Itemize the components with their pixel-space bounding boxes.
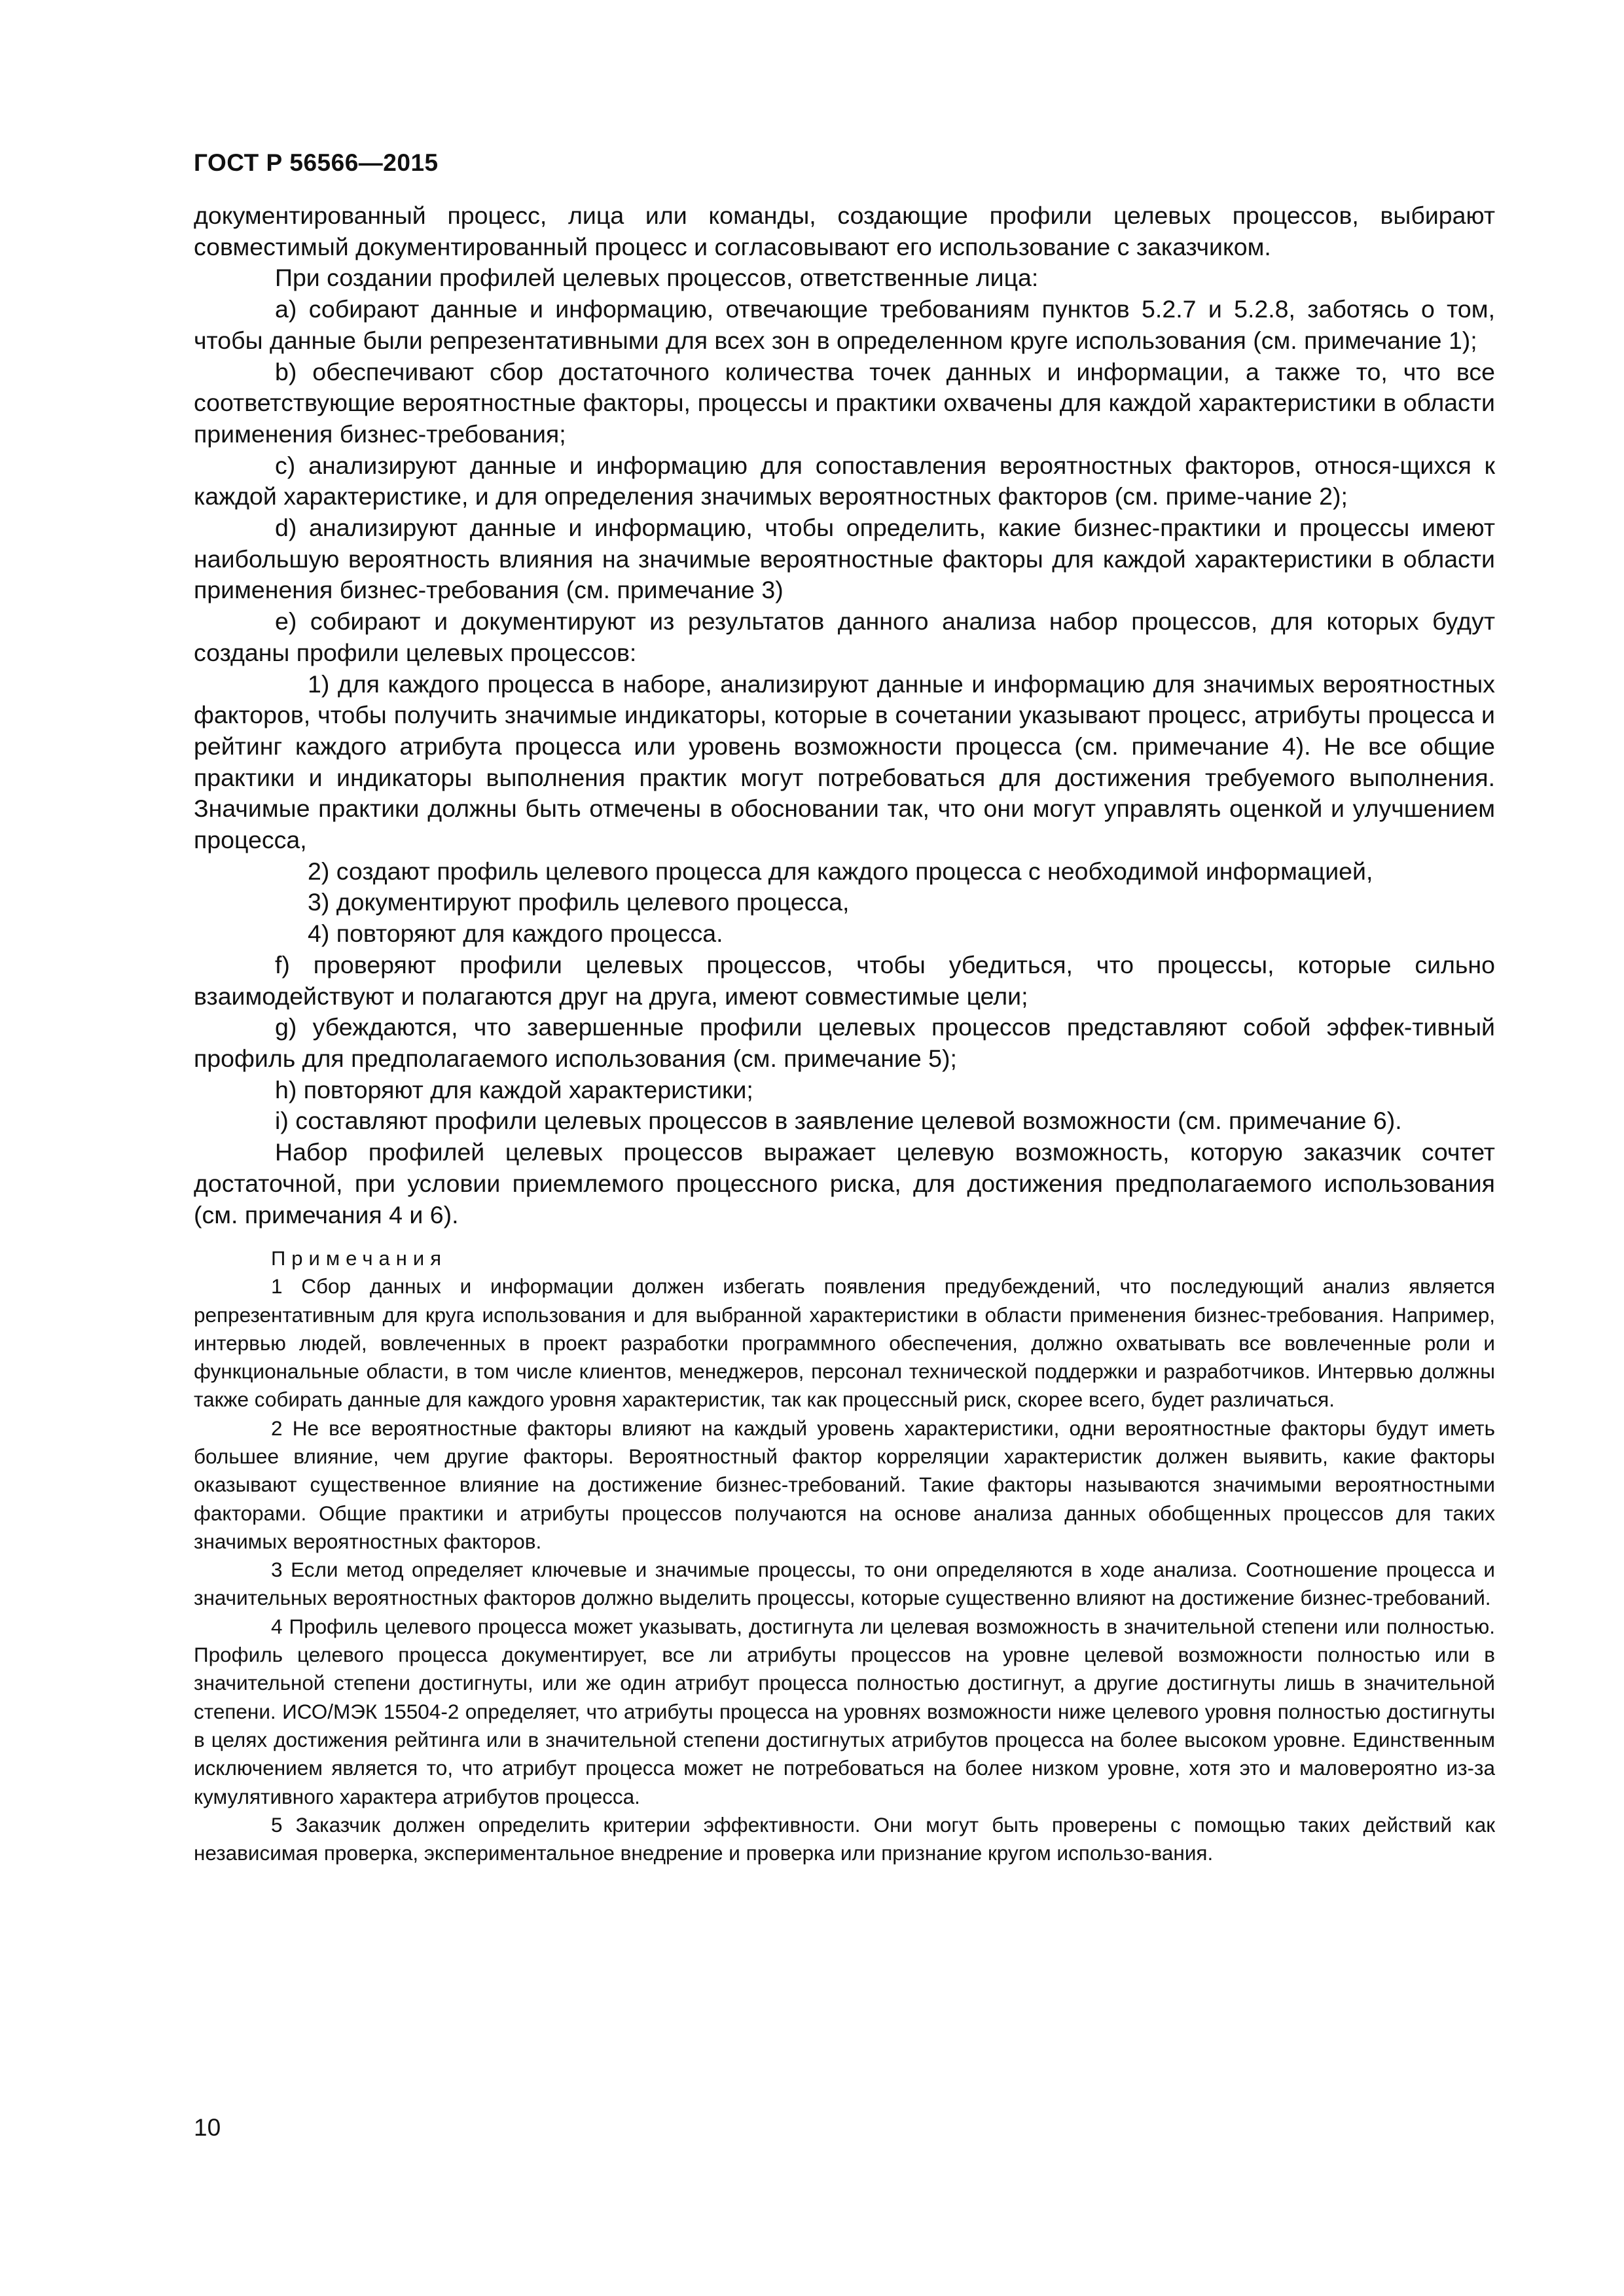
list-item: h) повторяют для каждой характеристики;: [275, 1075, 753, 1103]
note-item: 2 Не все вероятностные факторы влияют на каждый уровень характеристики, одни вероятностные факторы будут иметь большее влияние, чем другие факторы. Вероятностный фактор корреляции характеристик должен выявить, какие факторы оказывают существенное влияние на достижение бизнес-требований. Такие факторы называются значимыми вероятностными факторами. Общие практики и атрибуты процессов получаются на основе анализа данных обобщенных процессов для таких значимых вероятностных факторов.: [194, 1416, 1495, 1553]
document-page: [194, 149, 1495, 2231]
page-number: 10: [194, 2114, 221, 2141]
document-id-header: ГОСТ Р 56566—2015: [194, 149, 439, 176]
note-item: 3 Если метод определяет ключевые и значимые процессы, то они определяются в ходе анализа. Соотношение процесса и значительных вероятностных факторов должно выделить процессы, которые существенно влияют на достижение бизнес-требований.: [194, 1558, 1495, 1610]
sub-list-item: 1) для каждого процесса в наборе, анализируют данные и информацию для значимых вероятностных факторов, чтобы получить значимые индикаторы, которые в сочетании указывают процесс, атрибуты процесса и рейтинг каждого атрибута процесса или уровень возможности процесса (см. примечание 4). Не все общие практики и индикаторы выполнения практик могут потребоваться для достижения требуемого выполнения. Значимые практики должны быть отмечены в обосновании так, что они могут управлять оценкой и улучшением процесса,: [194, 670, 1495, 854]
note-item: 1 Сбор данных и информации должен избегать появления предубеждений, что последующий анализ является репрезентативным для круга использования и для выбранной характеристики в области применения бизнес-требования. Например, интервью людей, вовлеченных в проект разработки программного обеспечения, должно охватывать все вовлеченные роли и функциональные области, в том числе клиентов, менеджеров, персонал технической поддержки и разработчиков. Интервью должны также собирать данные для каждого уровня характеристик, так как процессный риск, скорее всего, будет различаться.: [194, 1274, 1495, 1412]
paragraph: Набор профилей целевых процессов выражает целевую возможность, которую заказчик сочтет достаточной, при условии приемлемого процессного риска, для достижения предполагаемого использования (см. примечания 4 и 6).: [194, 1138, 1495, 1229]
list-item: c) анализируют данные и информацию для сопоставления вероятностных факторов, относя-щихся к каждой характеристике, и для определения значимых вероятностных факторов (см. приме-чание 2);: [194, 451, 1495, 511]
sub-list-item: 2) создают профиль целевого процесса для каждого процесса с необходимой информацией,: [308, 857, 1373, 885]
list-item: e) собирают и документируют из результатов данного анализа набор процессов, для которых будут созданы профили целевых процессов:: [194, 607, 1495, 666]
list-item: g) убеждаются, что завершенные профили целевых процессов представляют собой эффек-тивный профиль для предполагаемого использования (см. примечание 5);: [194, 1013, 1495, 1072]
list-item: i) составляют профили целевых процессов в заявление целевой возможности (см. примечание 6).: [275, 1107, 1402, 1135]
paragraph: При создании профилей целевых процессов, ответственные лица:: [275, 264, 1039, 292]
note-item: 4 Профиль целевого процесса может указывать, достигнута ли целевая возможность в значительной степени или полностью. Профиль целевого процесса документирует, все ли атрибуты процессов на уровне целевой возможности полностью или в значительной степени достигнуты, или же один атрибут процесса полностью достигнут, а другие достигнуты лишь в значительной степени. ИСО/МЭК 15504-2 определяет, что атрибуты процесса на уровнях возможности ниже целевого уровня полностью достигнуты в целях достижения рейтинга или в значительной степени достигнутых атрибутов процесса на более высоком уровне. Единственным исключением является то, что атрибут процесса может не потребоваться на более низком уровне, хотя это и маловероятно из-за кумулятивного характера атрибутов процесса.: [194, 1614, 1495, 1808]
sub-list-item: 3) документируют профиль целевого процесса,: [308, 888, 850, 916]
notes-section: [194, 1245, 1495, 1867]
list-item: f) проверяют профили целевых процессов, чтобы убедиться, что процессы, которые сильно взаимодействуют и полагаются друг на друга, имеют совместимые цели;: [194, 950, 1495, 1010]
list-item: b) обеспечивают сбор достаточного количества точек данных и информации, а также то, что все соответствующие вероятностные факторы, процессы и практики охвачены для каждой характеристики в области применения бизнес-требования;: [194, 357, 1495, 448]
main-text: [194, 200, 1495, 1230]
note-item: 5 Заказчик должен определить критерии эффективности. Они могут быть проверены с помощью таких действий как независимая проверка, экспериментальное внедрение и проверка или признание кругом использо-вания.: [194, 1812, 1495, 1865]
list-item: a) собирают данные и информацию, отвечающие требованиям пунктов 5.2.7 и 5.2.8, заботясь о том, чтобы данные были репрезентативными для всех зон в определенном круге использования (см. примечание 1);: [194, 295, 1495, 354]
sub-list-item: 4) повторяют для каждого процесса.: [308, 920, 723, 948]
paragraph: документированный процесс, лица или команды, создающие профили целевых процессов, выбирают совместимый документированный процесс и согласовывают его использование с заказчиком.: [194, 202, 1495, 260]
list-item: d) анализируют данные и информацию, чтобы определить, какие бизнес-практики и процессы имеют наибольшую вероятность влияния на значимые вероятностные факторы для каждой характеристики в области применения бизнес-требования (см. примечание 3): [194, 514, 1495, 604]
notes-title: Примечания: [271, 1247, 447, 1270]
